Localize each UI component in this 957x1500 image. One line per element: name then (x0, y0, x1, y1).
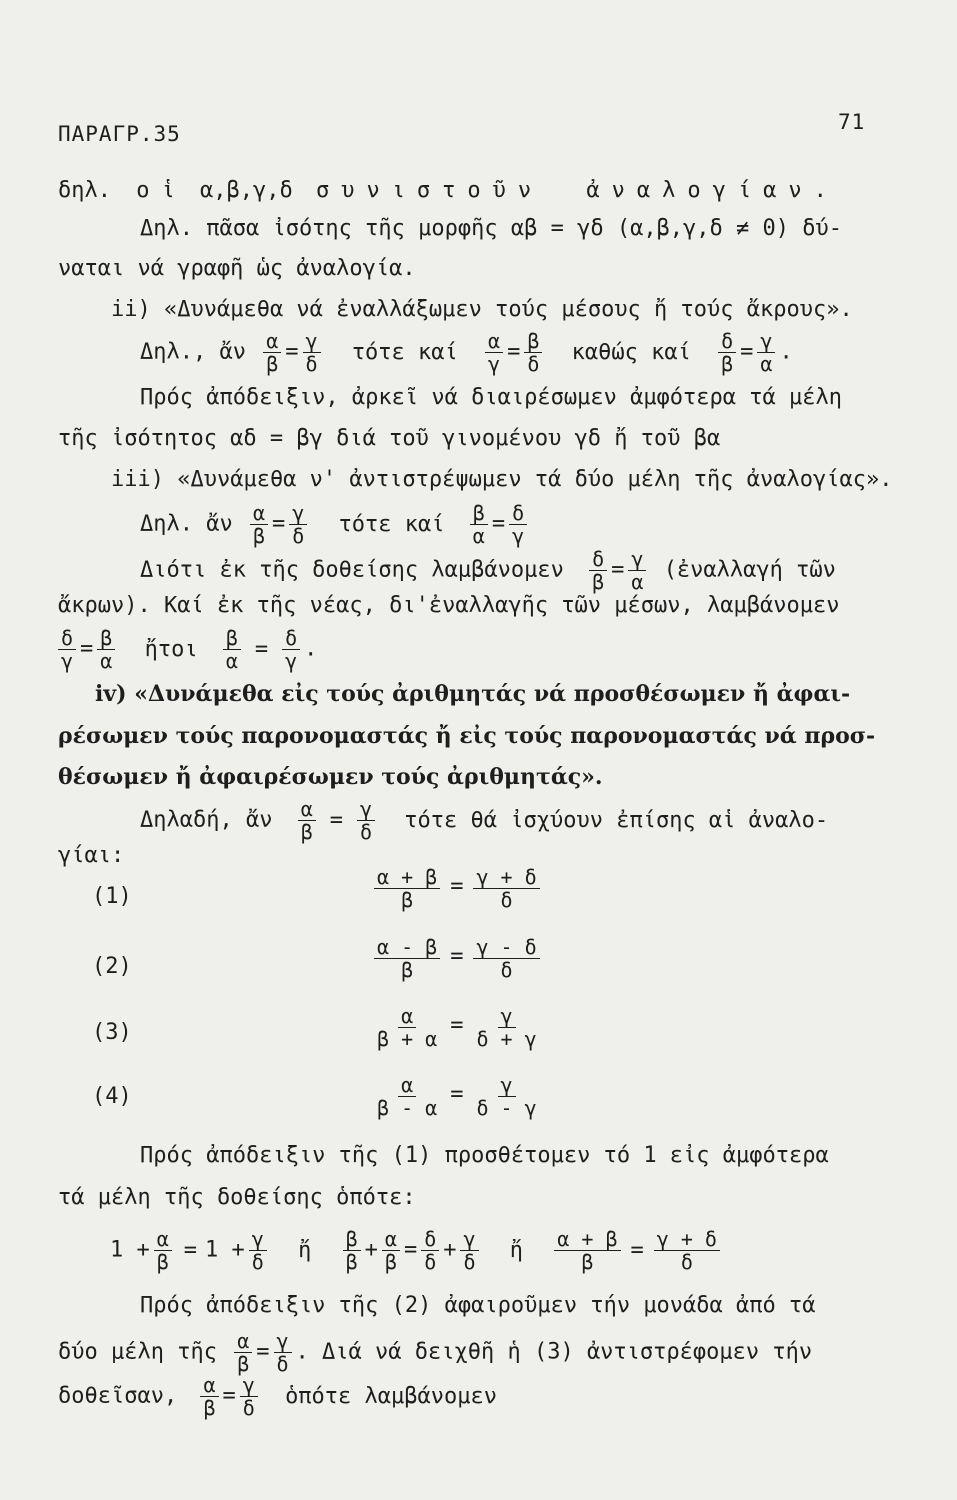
fraction: $\frac{\alpha}{\beta}$ (382, 1228, 400, 1273)
text-variables: α,β,γ,δ (199, 178, 293, 203)
fraction: $\frac{\alpha}{\beta}$ (154, 1228, 172, 1273)
fraction: $\frac{\alpha + \beta}{\beta}$ (374, 866, 440, 911)
formula-3: $\frac{\alpha}{\beta + \alpha}$ = $\frac{\gamma}{\delta + \gamma}$ (370, 1005, 544, 1050)
formula-1: $\frac{\alpha + \beta}{\beta}$ = $\frac{\gamma + \delta}{\delta}$ (370, 866, 544, 911)
fraction: $\frac{\alpha - \beta}{\beta}$ (374, 936, 440, 981)
fraction: $\frac{\beta}{\delta}$ (524, 330, 542, 375)
section-ii-equation: Δηλ., ἄν $\frac{\alpha}{\beta}$ = $\frac{\gamma}{\delta}$ τότε καί $\frac{\alpha}{\gamma}$ = $\frac{\beta}{\delta}$ καθώς καί $\frac{\delta}{\beta}$ = $\frac{\gamma}{\alpha}$ . (140, 329, 793, 376)
fraction: $\frac{\delta}{\gamma}$ (509, 502, 527, 547)
text-synistoun: συνιστοῦν (315, 178, 544, 203)
fraction: $\frac{\delta}{\delta}$ (421, 1228, 439, 1273)
fraction: $\frac{\gamma}{\delta}$ (240, 1374, 258, 1419)
fraction: $\frac{\alpha}{\beta}$ (298, 798, 316, 843)
formula-2: $\frac{\alpha - \beta}{\beta}$ = $\frac{\gamma - \delta}{\delta}$ (370, 936, 544, 981)
fraction: $\frac{\alpha}{\gamma}$ (485, 330, 503, 375)
fraction: $\frac{\alpha}{\beta - \alpha}$ (377, 1073, 438, 1120)
fraction: $\frac{\gamma}{\delta}$ (460, 1228, 478, 1273)
text-tote-kai: τότε καί (338, 511, 445, 537)
line-itoi: $\frac{\delta}{\gamma}$ = $\frac{\beta}{\alpha}$ ἤτοι $\frac{\beta}{\alpha}$ = $\frac{\delta}{\gamma}$ . (58, 627, 317, 672)
fraction: $\frac{\gamma + \delta}{\delta}$ (654, 1228, 720, 1273)
fraction: $\frac{\gamma}{\delta}$ (274, 1330, 292, 1375)
fraction: $\frac{\delta}{\gamma}$ (58, 627, 76, 672)
fraction: $\frac{\alpha + \beta}{\beta}$ (554, 1228, 620, 1273)
text-dil-an: Δηλ. ἄν (140, 511, 233, 537)
line-proof-1: Πρός ἀπόδειξιν, ἀρκεῖ νά διαιρέσωμεν ἀμφότερα τά μέλη (140, 385, 842, 410)
page-number: 71 (838, 110, 866, 134)
fraction: $\frac{\gamma}{\delta + \gamma}$ (476, 1004, 537, 1051)
fraction: $\frac{\alpha}{\beta}$ (263, 330, 281, 375)
text-tote-tha: τότε θά ἰσχύουν ἐπίσης αἱ ἀναλο- (404, 807, 829, 833)
fraction: $\frac{\gamma}{\delta}$ (249, 1228, 267, 1273)
section-iv-line-3: θέσωμεν ἤ ἀφαιρέσωμεν τούς ἀριθμητάς». (58, 764, 603, 790)
line-proof-4c: δοθεῖσαν, $\frac{\alpha}{\beta}$ = $\frac{\gamma}{\delta}$ ὁπότε λαμβάνομεν (58, 1373, 497, 1420)
line-proof-2: τῆς ἰσότητος αδ = βγ διά τοῦ γινομένου γδ ἤ τοῦ βα (58, 426, 721, 451)
formula-1-label: (1) (92, 884, 132, 909)
line-grafi: ναται νά γραφῆ ὡς ἀναλογία. (58, 256, 416, 281)
fraction: $\frac{\gamma}{\alpha}$ (628, 548, 646, 593)
fraction: $\frac{\beta}{\alpha}$ (470, 502, 488, 547)
line-pasa-isotis: Δηλ. πᾶσα ἰσότης τῆς μορφῆς αβ = γδ (α,β,γ,δ ≠ 0) δύ- (140, 216, 842, 241)
section-iv-line-2: ρέσωμεν τούς παρονομαστάς ἤ εἰς τούς παρονομαστάς νά προσ- (58, 723, 876, 749)
line-definition (58, 177, 839, 205)
section-iv-line-1: iv) «Δυνάμεθα εἰς τούς ἀριθμητάς νά προσθέσωμεν ἤ ἀφαι- (95, 681, 851, 707)
text-enallagi: (ἐναλλαγή τῶν (663, 557, 836, 583)
text-dil-an: Δηλ., ἄν (140, 339, 246, 365)
formula-3-label: (3) (92, 1020, 132, 1045)
text-dilady: Δηλαδή, ἄν (140, 807, 273, 833)
fraction: $\frac{\gamma}{\delta}$ (303, 330, 321, 375)
formula-4: $\frac{\alpha}{\beta - \alpha}$ = $\frac{\gamma}{\delta - \gamma}$ (370, 1074, 544, 1119)
text-analogian: ἀναλογίαν. (586, 178, 839, 203)
line-dilady: Δηλαδή, ἄν $\frac{\alpha}{\beta}$ = $\frac{\gamma}{\delta}$ τότε θά ἰσχύουν ἐπίσης αἱ ἀναλο- (140, 797, 829, 844)
line-proof-4a: Πρός ἀπόδειξιν τῆς (2) ἀφαιροῦμεν τήν μονάδα ἀπό τά (140, 1293, 816, 1318)
formula-2-label: (2) (92, 954, 132, 979)
fraction: $\frac{\alpha}{\beta}$ (234, 1330, 252, 1375)
text-oi: οἱ (136, 178, 187, 203)
fraction: $\frac{\delta}{\gamma}$ (282, 627, 300, 672)
text-dioti: Διότι ἐκ τῆς δοθείσης λαμβάνομεν (140, 557, 564, 583)
fraction: $\frac{\gamma}{\delta - \gamma}$ (476, 1073, 537, 1120)
line-dioti: Διότι ἐκ τῆς δοθείσης λαμβάνομεν $\frac{\delta}{\beta}$ = $\frac{\gamma}{\alpha}$ (ἐναλλαγή τῶν (140, 547, 836, 594)
fraction: $\frac{\gamma}{\alpha}$ (757, 330, 775, 375)
text-kathos-kai: καθώς καί (571, 339, 691, 365)
line-giai: γίαι: (58, 843, 125, 868)
line-proof-4b: δύο μέλη τῆς $\frac{\alpha}{\beta}$ = $\frac{\gamma}{\delta}$ . Διά νά δειχθῆ ἡ (3) ἀντιστρέφομεν τήν (58, 1329, 813, 1376)
text-tote-kai: τότε καί (351, 339, 458, 365)
running-header: ΠΑΡΑΓΡ.35 (58, 122, 181, 146)
formula-4-label: (4) (92, 1084, 132, 1109)
fraction: $\frac{\delta}{\beta}$ (589, 548, 607, 593)
fraction: $\frac{\alpha}{\beta}$ (250, 502, 268, 547)
text-dil: δηλ. (58, 178, 111, 203)
section-iii-title: iii) «Δυνάμεθα ν' ἀντιστρέψωμεν τά δύο μέλη τῆς ἀναλογίας». (111, 467, 893, 492)
fraction: $\frac{\gamma}{\delta}$ (357, 798, 375, 843)
fraction: $\frac{\beta}{\alpha}$ (223, 627, 241, 672)
fraction: $\frac{\gamma}{\delta}$ (289, 502, 307, 547)
fraction: $\frac{\gamma - \delta}{\delta}$ (473, 936, 539, 981)
fraction: $\frac{\beta}{\alpha}$ (97, 627, 115, 672)
section-iii-equation: Δηλ. ἄν $\frac{\alpha}{\beta}$ = $\frac{\gamma}{\delta}$ τότε καί $\frac{\beta}{\alpha}$ = $\frac{\delta}{\gamma}$ (140, 502, 531, 547)
section-ii-title: ii) «Δυνάμεθα νά ἐναλλάξωμεν τούς μέσους ἤ τούς ἄκρους». (111, 297, 853, 322)
fraction: $\frac{\gamma + \delta}{\delta}$ (473, 866, 539, 911)
fraction: $\frac{\beta}{\beta}$ (343, 1228, 361, 1273)
line-proof-3a: Πρός ἀπόδειξιν τῆς (1) προσθέτομεν τό 1 εἰς ἀμφότερα (140, 1143, 829, 1168)
sum-equation: 1 + $\frac{\alpha}{\beta}$ = 1 + $\frac{\gamma}{\delta}$ ἤ $\frac{\beta}{\beta}$ + $\frac{\alpha}{\beta}$ = $\frac{\delta}{\delta}$ + $\frac{\gamma}{\delta}$ ἤ $\frac{\alpha + \beta}{\beta}$ = $\frac{\gamma + \delta}{\delta}$ (110, 1228, 724, 1273)
fraction: $\frac{\delta}{\beta}$ (718, 330, 736, 375)
line-akron: ἄκρων). Καί ἐκ τῆς νέας, δι'ἐναλλαγῆς τῶν μέσων, λαμβάνομεν (58, 593, 840, 618)
line-proof-3b: τά μέλη τῆς δοθείσης ὁπότε: (58, 1185, 416, 1210)
fraction: $\frac{\alpha}{\beta + \alpha}$ (377, 1004, 438, 1051)
text-itoi: ἤτοι (144, 636, 198, 662)
fraction: $\frac{\alpha}{\beta}$ (200, 1374, 218, 1419)
